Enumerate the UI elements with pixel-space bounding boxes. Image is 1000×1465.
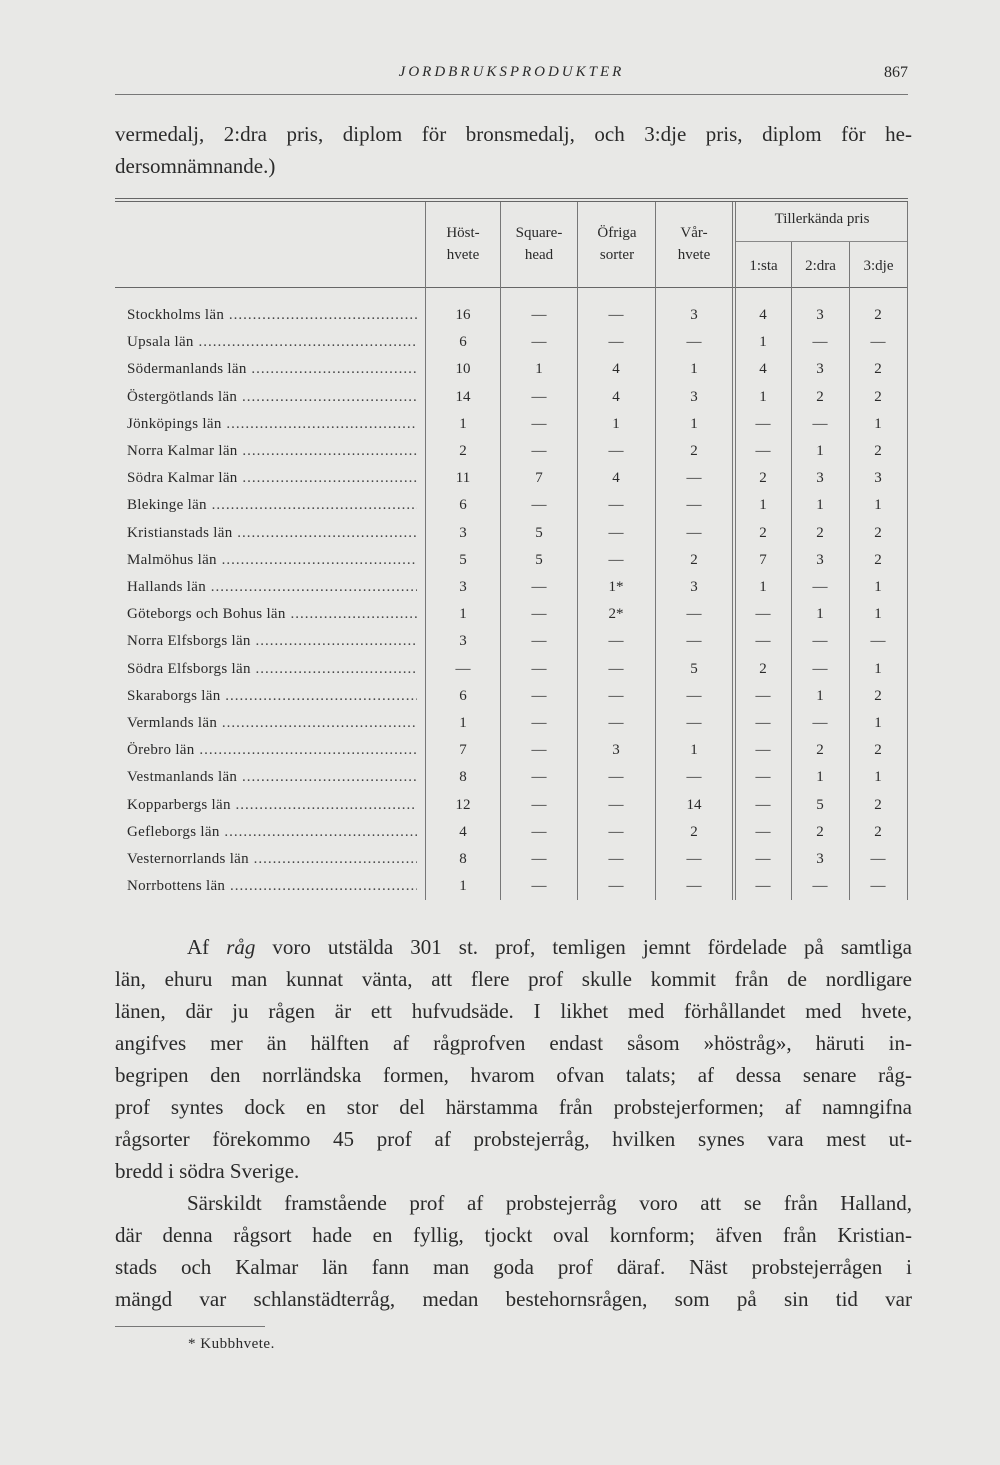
prize-table [115, 198, 908, 900]
text-line: där denna rågsort hade en fyllig, tjockt oval kornform; äfven från Kristian- [115, 1223, 912, 1247]
table-cell: 1 [535, 361, 543, 378]
table-cell: 2 [874, 524, 882, 541]
table-cell: — [755, 769, 771, 786]
table-top-rule [115, 201, 908, 202]
header-second-prize: 2:dra [805, 258, 836, 274]
table-cell: — [812, 579, 828, 595]
county-name: Södermanlands län ..... [127, 361, 417, 378]
county-name: Stockholms län ..... [127, 307, 417, 324]
table-cell: 4 [612, 470, 620, 487]
table-cell: 1 [816, 443, 824, 459]
table-cell: — [531, 443, 547, 459]
text-line: rågsorter förekommo 45 prof af probstejerråg, hvilken synes vara mest ut- [115, 1127, 912, 1151]
table-cell: 3 [459, 633, 467, 650]
table-cell: — [455, 660, 471, 677]
table-row [115, 525, 908, 552]
county-name: Vesternorrlands län ..... [127, 851, 417, 868]
table-cell: 4 [612, 388, 620, 405]
county-name: Upsala län ..... [127, 334, 417, 351]
county-name: Hallands län ..... [127, 579, 417, 596]
table-cell: 5 [535, 551, 543, 568]
table-cell: 1 [759, 388, 767, 405]
county-name: Kristianstads län ..... [127, 525, 417, 542]
running-title: JORDBRUKSPRODUKTER [398, 64, 625, 80]
table-cell: 1 [874, 715, 882, 731]
table-cell: 1 [874, 497, 882, 514]
table-cell: — [531, 742, 547, 759]
text-line: stads och Kalmar län fann man goda prof däraf. Näst probstejerrågen i [115, 1255, 912, 1279]
table-row [115, 742, 908, 769]
table-cell: 2 [816, 823, 824, 840]
table-cell: 6 [459, 334, 467, 351]
table-cell: — [608, 497, 624, 514]
table-cell: 2* [608, 606, 624, 623]
table-cell: — [531, 415, 547, 432]
table-cell: 2 [874, 823, 882, 840]
header-tillerkanda-pris: Tillerkända pris [774, 211, 870, 227]
county-name: Göteborgs och Bohus län ..... [127, 606, 417, 623]
table-cell: 2 [874, 687, 882, 704]
header-bottom-rule [115, 287, 908, 288]
text-line: prof syntes dock en stor del härstamma från probstejerformen; af namngifna [115, 1095, 912, 1119]
table-cell: 5 [816, 796, 824, 813]
table-cell: — [608, 443, 624, 459]
table-cell: 2 [816, 524, 824, 541]
table-row [115, 688, 908, 715]
table-cell: — [755, 796, 771, 813]
table-cell: 1 [874, 769, 882, 786]
table-cell: — [608, 769, 624, 786]
table-cell: — [608, 878, 624, 895]
table-cell: 2 [759, 524, 767, 541]
table-cell: — [531, 823, 547, 840]
table-cell: — [531, 769, 547, 786]
header-squarehead: Square- head [515, 225, 563, 263]
table-cell: — [608, 715, 624, 731]
table-cell: — [531, 715, 547, 731]
table-cell: 4 [759, 307, 767, 323]
table-cell: — [608, 633, 624, 650]
county-name: Norra Kalmar län ..... [127, 443, 417, 460]
table-cell: — [755, 606, 771, 623]
table-row [115, 497, 908, 524]
table-cell: 6 [459, 497, 467, 514]
table-cell: — [686, 524, 702, 541]
table-cell: 3 [690, 307, 698, 323]
table-cell: — [608, 823, 624, 840]
table-cell: 1* [608, 579, 624, 595]
footnote: * Kubbhvete. [188, 1336, 275, 1352]
table-cell: 1 [690, 742, 698, 759]
table-cell: 1 [690, 361, 698, 378]
table-cell: — [870, 878, 886, 895]
table-row [115, 552, 908, 579]
table-cell: 2 [874, 388, 882, 405]
header-rule [115, 94, 908, 95]
table-row [115, 633, 908, 660]
table-cell: — [755, 878, 771, 895]
table-row [115, 661, 908, 688]
table-cell: — [755, 851, 771, 867]
table-cell: 2 [874, 742, 882, 759]
table-cell: 10 [455, 361, 471, 378]
county-name: Norra Elfsborgs län ..... [127, 633, 417, 650]
county-name: Norrbottens län ..... [127, 878, 417, 895]
table-cell: — [686, 334, 702, 351]
table-top-rule [115, 198, 908, 199]
county-name: Örebro län ..... [127, 742, 417, 759]
text-line: länen, där ju rågen är ett hufvudsäde. I likhet med förhållandet med hvete, [115, 999, 912, 1023]
table-cell: 7 [759, 551, 767, 568]
table-cell: 1 [759, 579, 767, 595]
table-cell: 2 [459, 443, 467, 459]
table-cell: 1 [816, 769, 824, 786]
table-cell: 3 [459, 524, 467, 541]
county-name: Jönköpings län ..... [127, 416, 417, 433]
table-cell: — [608, 687, 624, 704]
table-cell: — [608, 307, 624, 323]
prize-subheader-rule [735, 241, 908, 242]
table-cell: 2 [874, 796, 882, 813]
table-cell: 5 [459, 551, 467, 568]
table-row [115, 606, 908, 633]
table-cell: 8 [459, 851, 467, 867]
table-cell: 2 [690, 823, 698, 840]
table-cell: — [812, 878, 828, 895]
table-cell: — [870, 633, 886, 650]
table-cell: — [531, 687, 547, 704]
table-cell: 3 [690, 388, 698, 405]
table-cell: — [531, 334, 547, 351]
table-cell: 1 [874, 415, 882, 432]
text-line: bredd i södra Sverige. [115, 1159, 300, 1183]
table-cell: — [531, 633, 547, 650]
table-cell: 1 [874, 579, 882, 595]
table-cell: 2 [690, 551, 698, 568]
table-cell: — [686, 606, 702, 623]
table-cell: 1 [874, 660, 882, 677]
table-cell: 1 [612, 415, 620, 432]
table-cell: 1 [690, 415, 698, 432]
table-cell: — [812, 660, 828, 677]
table-cell: 2 [690, 443, 698, 459]
table-cell: — [608, 551, 624, 568]
table-row [115, 579, 908, 606]
table-cell: 3 [816, 470, 824, 487]
table-cell: 5 [535, 524, 543, 541]
table-row [115, 389, 908, 416]
table-cell: — [755, 687, 771, 704]
table-cell: 2 [816, 742, 824, 759]
table-cell: — [755, 415, 771, 432]
text-line: vermedalj, 2:dra pris, diplom för bronsmedalj, och 3:dje pris, diplom för he- [115, 122, 912, 146]
table-cell: — [686, 687, 702, 704]
table-cell: 1 [459, 715, 467, 731]
table-cell: 1 [874, 606, 882, 623]
table-cell: 2 [874, 307, 882, 323]
table-cell: — [812, 334, 828, 351]
table-row [115, 797, 908, 824]
table-cell: — [608, 660, 624, 677]
county-name: Blekinge län ..... [127, 497, 417, 514]
table-row [115, 470, 908, 497]
body-paragraph-1 [115, 931, 912, 1315]
table-cell: — [686, 769, 702, 786]
table-row [115, 769, 908, 796]
table-cell: 1 [459, 878, 467, 895]
table-cell: 2 [874, 551, 882, 568]
table-cell: 4 [759, 361, 767, 378]
table-cell: — [531, 796, 547, 813]
table-row [115, 443, 908, 470]
table-row [115, 334, 908, 361]
table-cell: — [531, 579, 547, 595]
table-cell: 3 [459, 579, 467, 595]
table-cell: 3 [690, 579, 698, 595]
table-cell: 7 [535, 470, 543, 487]
table-cell: 7 [459, 742, 467, 759]
table-cell: — [755, 443, 771, 459]
table-cell: 3 [816, 551, 824, 568]
table-cell: — [686, 633, 702, 650]
table-row [115, 824, 908, 851]
table-cell: — [686, 715, 702, 731]
table-cell: — [755, 742, 771, 759]
county-name: Vermlands län ..... [127, 715, 417, 732]
table-cell: — [812, 415, 828, 432]
table-cell: 1 [816, 497, 824, 514]
table-cell: 2 [874, 361, 882, 378]
header-varhvete: Vår- hvete [677, 225, 711, 263]
table-cell: — [531, 660, 547, 677]
header-first-prize: 1:sta [749, 258, 778, 274]
table-row [115, 307, 908, 334]
table-cell: 12 [455, 796, 471, 813]
table-cell: 1 [459, 415, 467, 432]
county-name: Kopparbergs län ..... [127, 797, 417, 814]
table-cell: 3 [816, 851, 824, 867]
header-ofriga-sorter: Öfriga sorter [597, 225, 637, 263]
table-cell: 16 [455, 307, 471, 323]
table-cell: 2 [816, 388, 824, 405]
table-cell: — [870, 334, 886, 351]
table-cell: 14 [686, 796, 702, 813]
county-name: Gefleborgs län ..... [127, 824, 417, 841]
text-line: begripen den norrländska formen, hvarom ofvan talats; af dessa senare råg- [115, 1063, 912, 1087]
table-row [115, 361, 908, 388]
table-cell: — [531, 606, 547, 623]
table-cell: — [686, 470, 702, 487]
table-cell: 3 [816, 307, 824, 323]
table-cell: 2 [759, 660, 767, 677]
table-row [115, 851, 908, 878]
table-row [115, 416, 908, 443]
table-cell: — [755, 715, 771, 731]
table-cell: — [812, 633, 828, 650]
table-cell: 2 [759, 470, 767, 487]
table-cell: 11 [455, 470, 471, 487]
header-hostvete: Höst- hvete [446, 225, 480, 263]
county-name: Södra Elfsborgs län ..... [127, 661, 417, 678]
table-cell: — [686, 878, 702, 895]
table-cell: — [531, 307, 547, 323]
table-cell: — [755, 823, 771, 840]
table-cell: 14 [455, 388, 471, 405]
running-header [115, 64, 908, 88]
county-name: Östergötlands län ..... [127, 389, 417, 406]
text-line: angifves mer än hälften af rågprofven endast såsom »höstråg», häruti in- [115, 1031, 912, 1055]
table-cell: — [531, 878, 547, 895]
table-row [115, 878, 908, 905]
table-row [115, 715, 908, 742]
table-cell: 6 [459, 687, 467, 704]
table-cell: 1 [816, 606, 824, 623]
county-name: Malmöhus län ..... [127, 552, 417, 569]
table-cell: 2 [874, 443, 882, 459]
table-cell: — [608, 796, 624, 813]
table-cell: — [608, 851, 624, 867]
table-cell: — [531, 497, 547, 514]
table-cell: — [531, 388, 547, 405]
text-line: Af råg voro utstälda 301 st. prof, temligen jemnt fördelade på samtliga [187, 935, 912, 959]
table-cell: — [531, 851, 547, 867]
footnote-rule [115, 1326, 265, 1327]
county-name: Vestmanlands län ..... [127, 769, 417, 786]
text-line: mängd var schlanstädterråg, medan bestehornsrågen, som på sin tid var [115, 1287, 912, 1311]
table-cell: 1 [759, 334, 767, 351]
table-cell: — [608, 334, 624, 351]
table-cell: 8 [459, 769, 467, 786]
table-cell: — [812, 715, 828, 731]
table-cell: 3 [874, 470, 882, 487]
table-cell: 3 [612, 742, 620, 759]
county-name: Skaraborgs län ..... [127, 688, 417, 705]
text-line: dersomnämnande.) [115, 154, 276, 178]
table-cell: 1 [759, 497, 767, 514]
table-cell: — [686, 851, 702, 867]
table-cell: 1 [459, 606, 467, 623]
table-cell: 4 [612, 361, 620, 378]
table-cell: 3 [816, 361, 824, 378]
table-cell: 4 [459, 823, 467, 840]
text-line: Särskildt framstående prof af probstejerråg voro att se från Halland, [187, 1191, 912, 1215]
table-cell: — [686, 497, 702, 514]
page-number: 867 [884, 64, 908, 81]
header-third-prize: 3:dje [863, 258, 894, 274]
text-line: län, ehuru man kunnat vänta, att flere prof skulle kommit från de nordligare [115, 967, 912, 991]
county-name: Södra Kalmar län ..... [127, 470, 417, 487]
table-cell: — [870, 851, 886, 867]
table-cell: 1 [816, 687, 824, 704]
intro-paragraph [115, 118, 912, 182]
table-cell: 5 [690, 660, 698, 677]
table-cell: — [755, 633, 771, 650]
table-cell: — [608, 524, 624, 541]
